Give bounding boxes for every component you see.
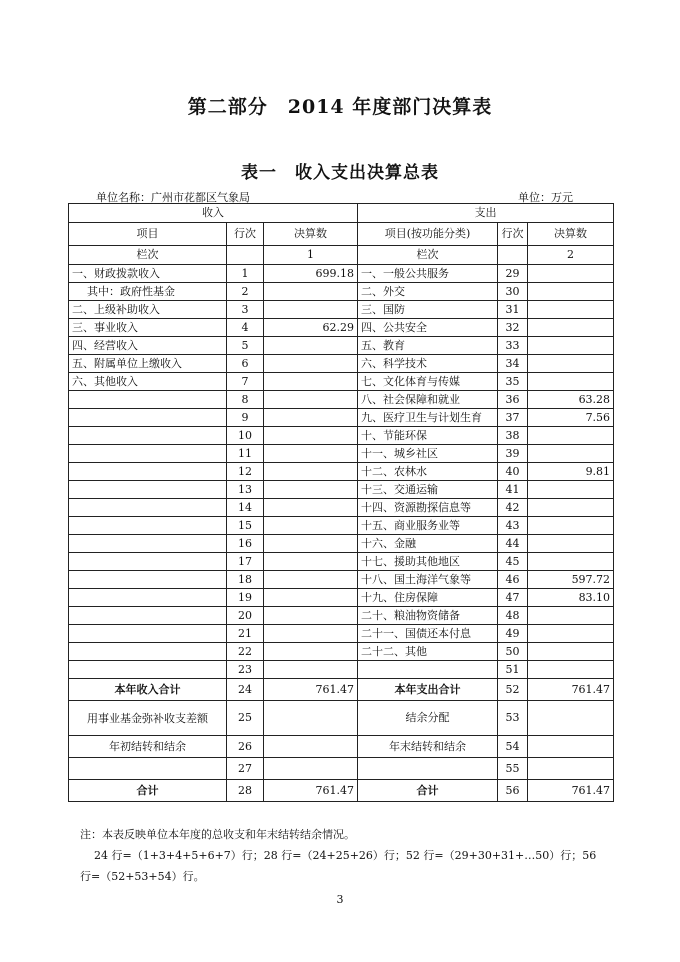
row-number: 6	[227, 355, 264, 373]
income-value	[264, 643, 358, 661]
row-number: 15	[227, 517, 264, 535]
row-number: 19	[227, 589, 264, 607]
table-row	[69, 535, 614, 553]
row-number: 36	[498, 391, 528, 409]
income-item	[69, 553, 227, 571]
income-value	[264, 445, 358, 463]
col-row-no: 行次	[227, 223, 264, 246]
income-value	[264, 625, 358, 643]
row-number: 28	[227, 780, 264, 802]
expense-item: 二十一、国债还本付息	[358, 625, 498, 643]
expense-header: 支出	[358, 204, 614, 223]
row-number: 29	[498, 265, 528, 283]
table-row	[69, 481, 614, 499]
row-number: 24	[227, 679, 264, 701]
empty-cell	[264, 736, 358, 758]
income-item	[69, 589, 227, 607]
expense-value	[528, 427, 614, 445]
blank-row	[69, 758, 614, 780]
expense-value	[528, 535, 614, 553]
col-row-no-2: 行次	[498, 223, 528, 246]
income-value	[264, 427, 358, 445]
row-number: 30	[498, 283, 528, 301]
income-value	[264, 607, 358, 625]
row-number: 43	[498, 517, 528, 535]
total-value-2: 761.47	[528, 780, 614, 802]
expense-item: 十七、援助其他地区	[358, 553, 498, 571]
income-item	[69, 535, 227, 553]
row-number: 8	[227, 391, 264, 409]
row-number: 4	[227, 319, 264, 337]
expense-value	[528, 553, 614, 571]
row-number: 32	[498, 319, 528, 337]
note-line-1: 注：本表反映单位本年度的总收支和年末结转结余情况。	[80, 828, 355, 841]
expense-item: 二、外交	[358, 283, 498, 301]
expense-value	[528, 607, 614, 625]
row-number: 51	[498, 661, 528, 679]
row-number: 26	[227, 736, 264, 758]
income-value: 699.18	[264, 265, 358, 283]
row-number: 10	[227, 427, 264, 445]
col-amount: 决算数	[264, 223, 358, 246]
surplus-label: 结余分配	[358, 701, 498, 736]
income-item	[69, 427, 227, 445]
income-item: 一、财政拨款收入	[69, 265, 227, 283]
header-row-sections	[69, 204, 614, 223]
expense-item: 十八、国土海洋气象等	[358, 571, 498, 589]
row-number: 49	[498, 625, 528, 643]
expense-item: 二十、粮油物资储备	[358, 607, 498, 625]
empty-cell	[528, 736, 614, 758]
table-row	[69, 499, 614, 517]
row-number: 17	[227, 553, 264, 571]
expense-value: 63.28	[528, 391, 614, 409]
year-expense-value: 761.47	[528, 679, 614, 701]
income-item	[69, 517, 227, 535]
row-number: 14	[227, 499, 264, 517]
table-row	[69, 355, 614, 373]
expense-item: 十三、交通运输	[358, 481, 498, 499]
row-number: 9	[227, 409, 264, 427]
income-value: 62.29	[264, 319, 358, 337]
income-item: 四、经营收入	[69, 337, 227, 355]
expense-value	[528, 445, 614, 463]
income-value	[264, 463, 358, 481]
empty-cell	[227, 246, 264, 265]
row-number: 56	[498, 780, 528, 802]
income-item	[69, 643, 227, 661]
total-label-2: 合计	[358, 780, 498, 802]
empty-cell	[498, 246, 528, 265]
col-label: 栏次	[69, 246, 227, 265]
row-number: 1	[227, 265, 264, 283]
header-row-colno	[69, 246, 614, 265]
row-number: 33	[498, 337, 528, 355]
expense-item: 五、教育	[358, 337, 498, 355]
expense-value: 83.10	[528, 589, 614, 607]
expense-value	[528, 517, 614, 535]
expense-value	[528, 373, 614, 391]
year-total-row	[69, 679, 614, 701]
table-row	[69, 301, 614, 319]
income-item: 三、事业收入	[69, 319, 227, 337]
row-number: 2	[227, 283, 264, 301]
expense-item: 十九、住房保障	[358, 589, 498, 607]
table-row	[69, 265, 614, 283]
part-title: 第二部分 2014 年度部门决算表	[187, 96, 493, 118]
income-item	[69, 481, 227, 499]
note-line-2: 24 行=（1+3+4+5+6+7）行；28 行=（24+25+26）行；52 行=（29+30+31+…50）行；56	[94, 849, 597, 862]
expense-value: 597.72	[528, 571, 614, 589]
row-number: 44	[498, 535, 528, 553]
table-row	[69, 625, 614, 643]
expense-item: 三、国防	[358, 301, 498, 319]
row-number: 12	[227, 463, 264, 481]
income-item: 五、附属单位上缴收入	[69, 355, 227, 373]
row-number: 42	[498, 499, 528, 517]
row-number: 40	[498, 463, 528, 481]
income-item	[69, 661, 227, 679]
expense-value	[528, 499, 614, 517]
carryover-row	[69, 736, 614, 758]
row-number: 31	[498, 301, 528, 319]
fund-row	[69, 701, 614, 736]
notes	[80, 824, 596, 887]
expense-item: 一、一般公共服务	[358, 265, 498, 283]
expense-item: 七、文化体育与传媒	[358, 373, 498, 391]
row-number: 55	[498, 758, 528, 780]
expense-item	[358, 661, 498, 679]
table-row	[69, 445, 614, 463]
expense-item: 九、医疗卫生与计划生育	[358, 409, 498, 427]
row-number: 3	[227, 301, 264, 319]
expense-value	[528, 265, 614, 283]
row-number: 41	[498, 481, 528, 499]
unit-name: 单位名称：广州市花都区气象局	[96, 191, 250, 204]
income-value	[264, 571, 358, 589]
end-label: 年末结转和结余	[358, 736, 498, 758]
income-item	[69, 625, 227, 643]
row-number: 47	[498, 589, 528, 607]
expense-item: 八、社会保障和就业	[358, 391, 498, 409]
income-value	[264, 517, 358, 535]
row-number: 22	[227, 643, 264, 661]
row-number: 21	[227, 625, 264, 643]
table-row	[69, 283, 614, 301]
row-number: 27	[227, 758, 264, 780]
expense-item: 十六、金融	[358, 535, 498, 553]
col-label-2: 栏次	[358, 246, 498, 265]
income-value	[264, 409, 358, 427]
table-row	[69, 319, 614, 337]
expense-item: 十、节能环保	[358, 427, 498, 445]
table-row	[69, 571, 614, 589]
expense-value	[528, 319, 614, 337]
col-item-func: 项目(按功能分类)	[358, 223, 498, 246]
expense-value	[528, 283, 614, 301]
income-item	[69, 409, 227, 427]
row-number: 18	[227, 571, 264, 589]
income-value	[264, 355, 358, 373]
note-line-3: 行=（52+53+54）行。	[80, 870, 205, 883]
table-row	[69, 643, 614, 661]
row-number: 20	[227, 607, 264, 625]
year-income-value: 761.47	[264, 679, 358, 701]
table-row	[69, 373, 614, 391]
income-item	[69, 391, 227, 409]
income-value	[264, 373, 358, 391]
row-number: 23	[227, 661, 264, 679]
income-item	[69, 445, 227, 463]
income-value	[264, 553, 358, 571]
header-row-columns	[69, 223, 614, 246]
expense-item: 十五、商业服务业等	[358, 517, 498, 535]
empty-cell	[528, 758, 614, 780]
page-number: 3	[336, 893, 344, 906]
empty-cell	[264, 701, 358, 736]
row-number: 38	[498, 427, 528, 445]
expense-value	[528, 625, 614, 643]
table-row	[69, 337, 614, 355]
table-row	[69, 391, 614, 409]
row-number: 37	[498, 409, 528, 427]
empty-cell	[264, 758, 358, 780]
income-value	[264, 661, 358, 679]
row-number: 48	[498, 607, 528, 625]
year-income-label: 本年收入合计	[69, 679, 227, 701]
fund-label: 用事业基金弥补收支差额	[69, 701, 227, 736]
row-number: 7	[227, 373, 264, 391]
expense-item: 十一、城乡社区	[358, 445, 498, 463]
expense-item: 十二、农林水	[358, 463, 498, 481]
income-item: 其中：政府性基金	[69, 283, 227, 301]
empty-cell	[358, 758, 498, 780]
row-number: 39	[498, 445, 528, 463]
income-value	[264, 283, 358, 301]
col-number-2: 2	[528, 246, 614, 265]
income-value	[264, 391, 358, 409]
expense-value: 9.81	[528, 463, 614, 481]
expense-item: 四、公共安全	[358, 319, 498, 337]
table-row	[69, 427, 614, 445]
income-value	[264, 301, 358, 319]
row-number: 13	[227, 481, 264, 499]
total-label: 合计	[69, 780, 227, 802]
income-value	[264, 535, 358, 553]
col-item: 项目	[69, 223, 227, 246]
table-row	[69, 589, 614, 607]
expense-value	[528, 481, 614, 499]
row-number: 25	[227, 701, 264, 736]
unit-label: 单位：万元	[518, 191, 573, 204]
table-row	[69, 463, 614, 481]
expense-value	[528, 643, 614, 661]
year-expense-label: 本年支出合计	[358, 679, 498, 701]
expense-item: 六、科学技术	[358, 355, 498, 373]
col-number-1: 1	[264, 246, 358, 265]
income-value	[264, 481, 358, 499]
expense-item: 二十二、其他	[358, 643, 498, 661]
row-number: 11	[227, 445, 264, 463]
income-item: 二、上级补助收入	[69, 301, 227, 319]
row-number: 34	[498, 355, 528, 373]
expense-value	[528, 661, 614, 679]
col-amount-2: 决算数	[528, 223, 614, 246]
expense-value	[528, 355, 614, 373]
income-item	[69, 499, 227, 517]
grand-total-row	[69, 780, 614, 802]
empty-cell	[69, 758, 227, 780]
income-value	[264, 589, 358, 607]
income-item	[69, 607, 227, 625]
total-value: 761.47	[264, 780, 358, 802]
income-item	[69, 463, 227, 481]
expense-value	[528, 301, 614, 319]
income-value	[264, 499, 358, 517]
income-item	[69, 571, 227, 589]
table-title: 表一 收入支出决算总表	[241, 163, 439, 183]
income-expense-table	[68, 203, 614, 802]
row-number: 50	[498, 643, 528, 661]
table-row	[69, 517, 614, 535]
row-number: 16	[227, 535, 264, 553]
row-number: 52	[498, 679, 528, 701]
expense-value	[528, 337, 614, 355]
begin-label: 年初结转和结余	[69, 736, 227, 758]
table-row	[69, 607, 614, 625]
income-header: 收入	[69, 204, 358, 223]
table-row	[69, 409, 614, 427]
table-row	[69, 553, 614, 571]
table-row	[69, 661, 614, 679]
row-number: 35	[498, 373, 528, 391]
empty-cell	[528, 701, 614, 736]
row-number: 5	[227, 337, 264, 355]
expense-value: 7.56	[528, 409, 614, 427]
income-value	[264, 337, 358, 355]
row-number: 53	[498, 701, 528, 736]
row-number: 45	[498, 553, 528, 571]
income-item: 六、其他收入	[69, 373, 227, 391]
row-number: 46	[498, 571, 528, 589]
expense-item: 十四、资源勘探信息等	[358, 499, 498, 517]
row-number: 54	[498, 736, 528, 758]
